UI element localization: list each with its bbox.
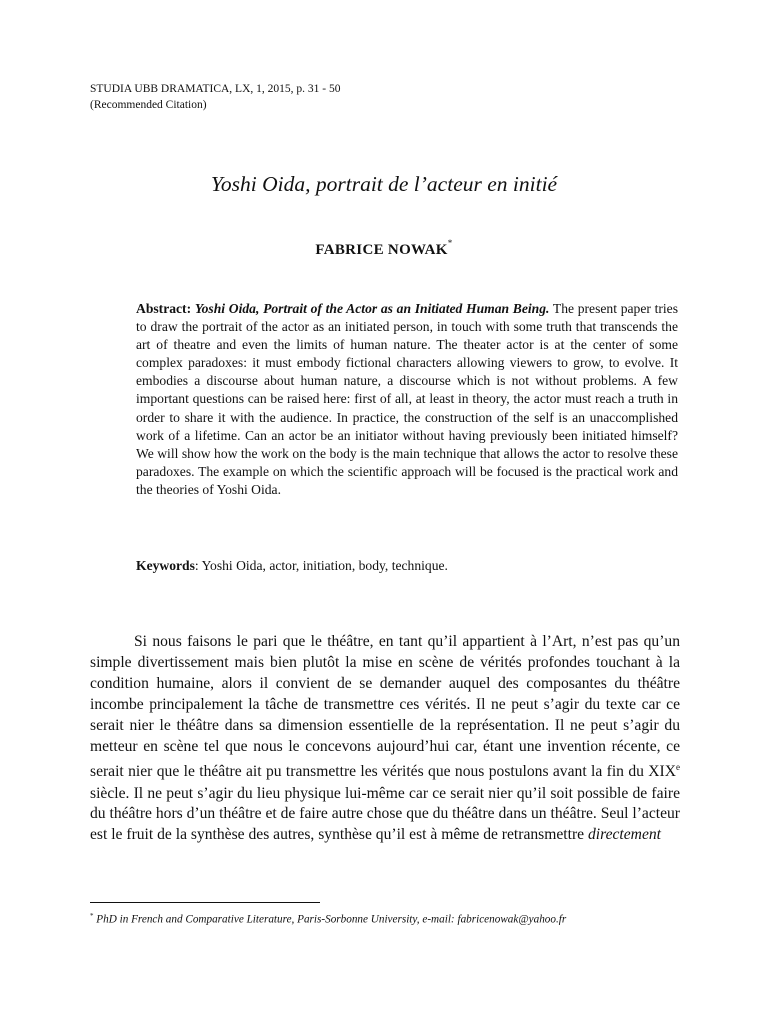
citation-line: (Recommended Citation) bbox=[90, 99, 207, 111]
footnote-divider bbox=[90, 902, 320, 903]
abstract-label: Abstract: bbox=[136, 301, 192, 316]
journal-line: STUDIA UBB DRAMATICA, LX, 1, 2015, p. 31 - 50 bbox=[90, 83, 341, 95]
abstract-block bbox=[136, 300, 678, 499]
footnote-mark: * bbox=[90, 912, 94, 920]
keywords-label: Keywords bbox=[136, 558, 195, 573]
abstract-text: The present paper tries to draw the portrait of the actor as an initiated person, in touch with some truth that transcends the art of theatre and even the limits of human nature. The theater actor is at the center of some complex paradoxes: it must embody fictional characters allowing viewers to grow, to evolve. It embodies a discourse about human nature, a discourse which is not without problems. A few important questions can be raised here: first of all, at least in theory, the actor must reach a truth in order to share it with the audience. In practice, the construction of the self is an unaccomplished work of a lifetime. Can an actor be an initiator without having previously been initiated himself? We will show how the work on the body is the main technique that allows the actor to resolve these paradoxes. The example on which the scientific approach will be focused is the practical work and the theories of Yoshi Oida. bbox=[136, 301, 678, 497]
body-text-main: Si nous faisons le pari que le théâtre, en tant qu’il appartient à l’Art, n’est pas qu’un simple divertissement mais bien plutôt la mise en scène de vérités profondes touchant à la condition humaine, alors il convient de se demander auquel des composantes du théâtre incombe principalement la tâche de transmettre ces vérités. Il ne peut s’agir du texte car ce serait nier le théâtre dans sa dimension essentielle de la représentation. Il ne peut s’agir du metteur en scène tel que nous le concevons aujourd’hui car, étant une invention récente, ce serait nier que le théâtre ait pu transmettre les vérités que nous postulons avant la fin du XIX bbox=[90, 633, 680, 781]
author-footnote-mark: * bbox=[447, 238, 453, 248]
journal-reference bbox=[90, 81, 340, 113]
author-name bbox=[0, 240, 768, 259]
body-text-rest: siècle. Il ne peut s’agir du lieu physique lui-même car ce serait nier qu’il soit possible de faire du théâtre hors d’un théâtre et de faire autre chose que du théâtre dans un théâtre. Seul l’acteur est le fruit de la synthèse des autres, synthèse qu’il est à même de retransmettre bbox=[90, 784, 680, 844]
abstract-english-title: Yoshi Oida, Portrait of the Actor as an Initiated Human Being. bbox=[194, 301, 550, 316]
body-paragraph bbox=[90, 632, 680, 846]
keywords-text: : Yoshi Oida, actor, initiation, body, technique. bbox=[194, 558, 448, 573]
author-text: FABRICE NOWAK bbox=[315, 242, 448, 258]
keywords-block bbox=[136, 557, 678, 575]
body-text-italic-end: directement bbox=[587, 826, 661, 844]
article-title: Yoshi Oida, portrait de l’acteur en initié bbox=[210, 172, 558, 196]
footnote bbox=[90, 909, 690, 927]
century-superscript: e bbox=[676, 762, 680, 773]
footnote-text: PhD in French and Comparative Literature, Paris-Sorbonne University, e-mail: fabricenowak@yahoo.fr bbox=[93, 913, 567, 926]
